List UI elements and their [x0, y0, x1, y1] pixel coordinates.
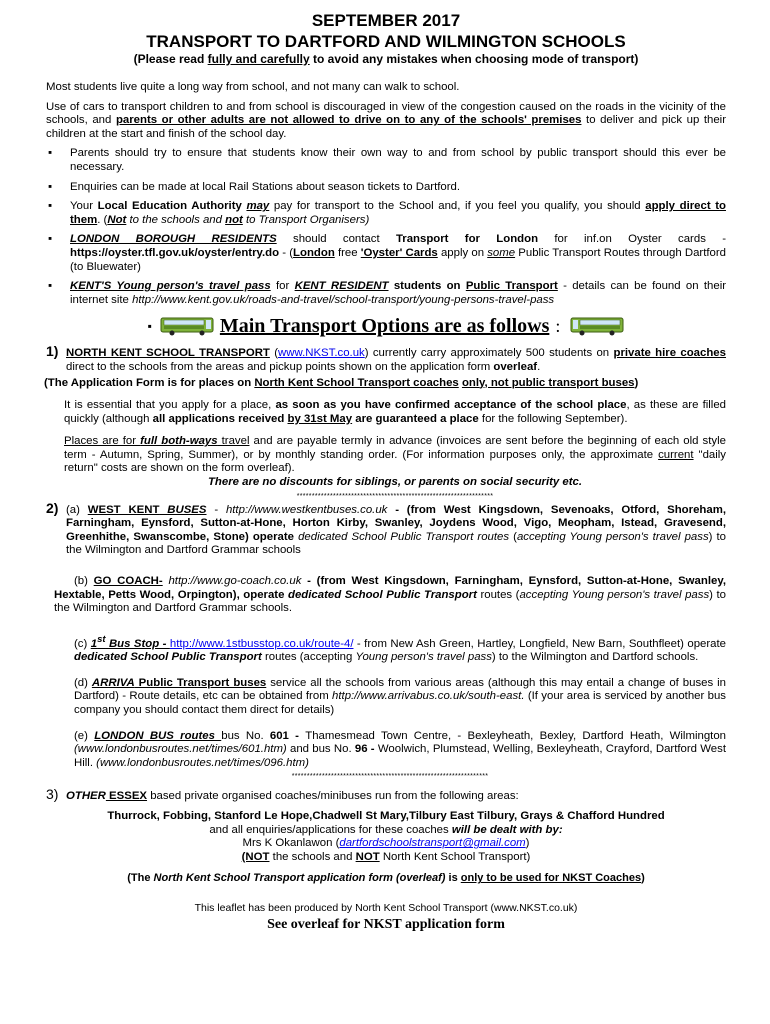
arriva: (d) ARRIVA Public Transport buses service all the schools from various areas (although this may entail a change of buses in Dartford) - Route details, etc can be obtained from http://www.arrivabus.co.uk/south-east. (If your area is serviced by another bus company you should contact them direct for details) [74, 676, 727, 716]
nkst-link[interactable]: www.NKST.co.uk [278, 347, 365, 360]
advice-bullets [46, 147, 726, 307]
main-options-heading: ▪ Main Transport Options are as follows : [46, 313, 726, 339]
section-public-buses: 2) (a) WEST KENT BUSES - http://www.westkentbuses.co.uk - (from West Kingsdown, Sevenoaks, Otford, Shoreham, Farningham, Eynsford, Sutton-at-Hone, Horton Kirby, Swanley, Joydens Wood, Vigo, Meopham, Istead, Gravesend, Greenhithe, Swanscombe, Stone) operate dedicated School Public Transport routes (accepting Young person's travel pass) to the Wilmington and Dartford Grammar schools [46, 499, 727, 557]
contact-email-link[interactable]: dartfordschoolstransport@gmail.com [339, 837, 526, 850]
bullet-lea: ▪ Your Local Education Authority may pay for transport to the School and, if you feel you qualify, you should apply direct to them. (Not to the schools and not to Transport Organisers) [48, 200, 726, 226]
page-title: TRANSPORT TO DARTFORD AND WILMINGTON SCHOOLS [146, 32, 626, 51]
west-kent-buses: (a) WEST KENT BUSES - http://www.westkentbuses.co.uk - (from West Kingsdown, Sevenoaks, Otford, Shoreham, Farningham, Eynsford, Sutton-at-Hone, Horton Kirby, Swanley, Joydens Wood, Vigo, Meopham, Istead, Gravesend, Greenhithe, Swanscombe, Stone) operate dedicated School Public Transport routes (accepting Young person's travel pass) to the Wilmington and Dartford Grammar schools [66, 503, 727, 557]
no-discounts-note: There are no discounts for siblings, or parents on social security etc. [207, 476, 583, 489]
essex-enquiries: and all enquiries/applications for these coaches will be dealt with by: [209, 823, 563, 836]
divider-stars-2: ***************************************************************** [291, 773, 489, 781]
section-nkst: 1) NORTH KENT SCHOOL TRANSPORT (www.NKST.co.uk) currently carry approximately 500 students on private hire coaches direct to the schools from the areas and pickup points shown on the application form overleaf. [46, 343, 726, 373]
footer-produced-by: This leaflet has been produced by North Kent School Transport (www.NKST.co.uk) [194, 901, 578, 914]
apply-early-paragraph: It is essential that you apply for a place, as soon as you have confirmed acceptance of the school place, as these are filled quickly (although all applications received by 31st May are guaranteed a place for the following September). [64, 399, 727, 425]
bullet-kent: ▪ KENT'S Young person's travel pass for KENT RESIDENT students on Public Transport - details can be found on their internet site http://www.kent.gov.uk/roads-and-travel/school-transport/young-persons-travel-pass [48, 280, 727, 306]
essex-not-note: (NOT the schools and NOT North Kent School Transport) [241, 850, 531, 863]
application-form-note: (The Application Form is for places on North Kent School Transport coaches only, not public transport buses) [44, 376, 639, 389]
divider-stars: ***************************************************************** [296, 492, 494, 500]
date-heading: SEPTEMBER 2017 [311, 11, 461, 30]
first-bus-stop: (c) 1st Bus Stop - http://www.1stbusstop.co.uk/route-4/ - from New Ash Green, Hartley, Longfield, New Barn, Southfleet) operate dedicated School Public Transport routes (accepting Young person's travel pass) to the Wilmington and Dartford schools. [74, 633, 726, 664]
bullet-parents: ▪ Parents should try to ensure that students know their own way to and from school by public transport should this ever be necessary. [48, 147, 726, 173]
essex-areas: Thurrock, Fobbing, Stanford Le Hope,Chadwell St Mary,Tilbury East Tilbury, Grays & Chafford Hundred [107, 809, 665, 822]
intro-paragraph-1: Most students live quite a long way from school, and not many can walk to school. [46, 81, 460, 93]
section-essex: 3) OTHER ESSEX based private organised coaches/minibuses run from the following areas: [46, 786, 519, 803]
first-bus-stop-link[interactable]: http://www.1stbusstop.co.uk/route-4/ [169, 637, 354, 650]
bullet-london: ▪ LONDON BOROUGH RESIDENTS should contact Transport for London for inf.on Oyster cards - https://oyster.tfl.gov.uk/oyster/entry.do - (London free 'Oyster' Cards apply on some Public Transport Routes through Dartford (to Bluewater) [48, 233, 726, 273]
main-options-title: Main Transport Options are as follows [219, 314, 550, 337]
payment-paragraph: Places are for full both-ways travel and are payable termly in advance (invoices are sent before the beginning of each old style term - Autumn, Spring, Summer), or by monthly standing order. (For information purposes only, the approximate current "daily return" costs are shown on the form overleaf). [64, 435, 726, 475]
london-bus-routes: (e) LONDON BUS routes bus No. 601 - Thamesmead Town Centre, - Bexleyheath, Bexley, Dartford Heath, Wilmington (www.londonbusroutes.net/times/601.htm) and bus No. 96 - Woolwich, Plumstead, Welling, Bexleyheath, Crayford, Dartford West Hill. (www.londonbusroutes.net/times/096.htm) [74, 729, 726, 769]
intro-paragraph-2: Use of cars to transport children to and from school is discouraged in view of the congestion caused on the roads in the vicinity of the schools, and parents or other adults are not allowed to drive on to any of the schools' premises to deliver and pick up their children at the start and finish of the school day. [46, 100, 727, 140]
bus-left-icon [160, 316, 214, 336]
bullet-rail: ▪ Enquiries can be made at local Rail Stations about season tickets to Dartford. [48, 180, 461, 193]
nkst-form-note: (The North Kent School Transport application form (overleaf) is only to be used for NKST Coaches) [127, 872, 645, 885]
read-carefully-note: (Please read fully and carefully to avoid any mistakes when choosing mode of transport) [133, 52, 639, 66]
essex-contact: Mrs K Okanlawon (dartfordschoolstransport@gmail.com) [242, 837, 530, 850]
go-coach: (b) GO COACH- http://www.go-coach.co.uk - (from West Kingsdown, Farningham, Eynsford, Sutton-at-Hone, Swanley, Hextable, Petts Wood, Orpington), operate dedicated School Public Transport routes (accepting Young person's travel pass) to the Wilmington and Dartford Grammar schools. [54, 575, 726, 615]
leaflet-page [46, 10, 726, 931]
footer-see-overleaf: See overleaf for NKST application form [267, 916, 505, 932]
bus-right-icon [570, 316, 624, 336]
